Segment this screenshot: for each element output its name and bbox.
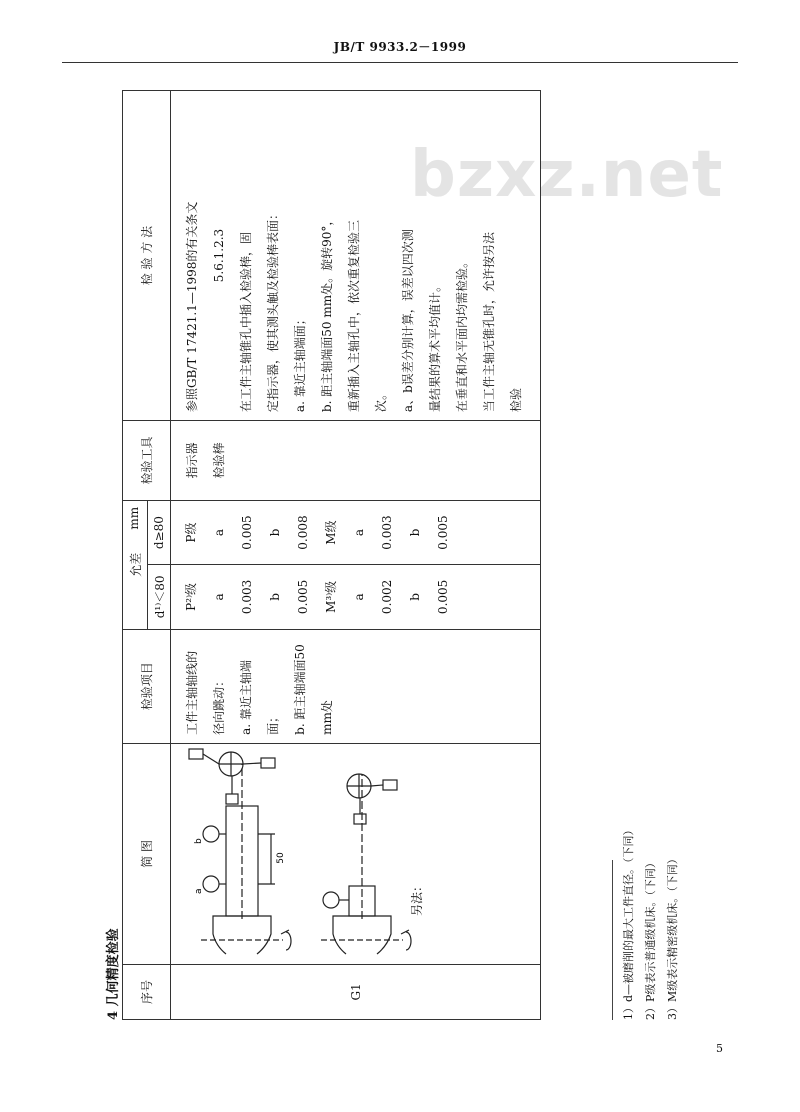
text-cell: 序号: [140, 979, 154, 1004]
item-line: a. 靠近主轴端: [239, 660, 253, 735]
text-cell: 重新插入主轴孔中，依次重复检验三: [347, 220, 361, 413]
text-cell: P²⁾级: [184, 582, 198, 611]
footnote-3: 3）M级表示精密级机床。（下同）: [666, 853, 679, 1020]
item-line: 工件主轴轴线的: [185, 650, 199, 735]
text-cell: 参照GB/T 17421.1—1998的有关条文: [185, 201, 199, 413]
text-cell: b. 距主轴端面50 mm处。旋转90°，: [320, 213, 334, 413]
rotated-content: [100, 90, 760, 1030]
text-cell: 0.005: [436, 515, 450, 550]
text-cell: 0.002: [380, 579, 394, 615]
text-cell: M³⁾级: [324, 580, 338, 613]
item-line: b. 距主轴端面50: [293, 644, 307, 735]
text-cell: b: [408, 593, 422, 601]
text-cell: 0.005: [436, 579, 450, 615]
row-tol-lt: [171, 565, 541, 629]
text-cell: 次。: [374, 388, 388, 413]
text-cell: G1: [348, 983, 363, 1001]
text-cell: 0.008: [296, 515, 310, 550]
row-diagram: [171, 743, 541, 964]
text-cell: a: [352, 593, 366, 601]
text-cell: b: [194, 838, 204, 844]
text-cell: 检验: [509, 388, 523, 413]
standard-header: JB/T 9933.2－1999: [333, 40, 467, 54]
footnote-2: 2）P级表示普通级机床。（下同）: [644, 857, 657, 1020]
row-tools: [171, 421, 541, 501]
watermark: bzxz.net: [410, 138, 724, 212]
header-d-lt: [148, 565, 171, 629]
text-cell: mm: [127, 506, 141, 530]
text-cell: b: [408, 528, 422, 537]
item-line: mm处: [320, 700, 334, 735]
text-cell: 检验项目: [140, 662, 154, 711]
text-cell: 另法：: [410, 879, 424, 916]
text-cell: 50: [276, 852, 286, 864]
row-seq: [171, 964, 541, 1019]
footnote-rule: [612, 860, 613, 1020]
text-cell: 定指示器，使其测头触及检验棒表面：: [266, 208, 280, 413]
text-cell: d¹⁾＜80: [152, 575, 167, 619]
header-method: [123, 91, 171, 421]
row-method: [171, 91, 541, 421]
row-tol-ge: [171, 500, 541, 564]
diagram-svg: [171, 744, 537, 964]
text-cell: 0.005: [296, 579, 310, 615]
text-cell: 量结果的算术平均值计。: [428, 280, 442, 413]
text-cell: 0.003: [240, 579, 254, 615]
text-cell: 在工件主轴锥孔中插入检验棒，固: [239, 232, 253, 413]
footnote-1: 1）d—被磨削的最大工件直径。（下同）: [622, 824, 635, 1020]
tool-test-bar: 检验棒: [212, 442, 226, 479]
text-cell: a: [212, 528, 226, 537]
text-cell: a: [352, 528, 366, 537]
text-cell: 检验工具: [140, 436, 154, 485]
header-seq: [123, 964, 171, 1019]
text-cell: a、b误差分别计算，误差以四次测: [401, 229, 415, 413]
text-cell: 0.003: [380, 515, 394, 550]
item-line: 面；: [266, 710, 280, 735]
text-cell: 5.6.1.2.3: [212, 228, 226, 283]
header-item: [123, 629, 171, 743]
row-item: [171, 629, 541, 743]
text-cell: P级: [184, 522, 198, 543]
text-cell: 检 验 方 法: [140, 225, 154, 286]
header-tolerance: [123, 500, 148, 629]
text-cell: 当工件主轴无锥孔时，允许按另法: [482, 232, 496, 413]
text-cell: b: [268, 528, 282, 537]
header-rule: [62, 62, 738, 63]
header-tool: [123, 421, 171, 501]
text-cell: b: [268, 593, 282, 601]
header-d-ge: [148, 500, 171, 564]
header-diagram: [123, 743, 171, 964]
text-cell: a. 靠近主轴端面；: [293, 313, 307, 413]
text-cell: M级: [324, 520, 338, 545]
text-cell: a: [212, 593, 226, 601]
geometric-accuracy-table: [122, 90, 541, 1020]
tool-indicator: 指示器: [185, 442, 199, 479]
section-title: 4 几何精度检验: [106, 928, 121, 1020]
text-cell: a: [194, 888, 204, 894]
text-cell: 0.005: [240, 515, 254, 550]
text-cell: 在垂直和水平面内均需检验。: [455, 256, 469, 413]
text-cell: 简 图: [140, 839, 154, 868]
item-line: 径向跳动：: [212, 674, 226, 735]
text-cell: 允差: [128, 552, 143, 577]
text-cell: d≥80: [152, 516, 166, 550]
page-number: 5: [716, 1042, 723, 1055]
